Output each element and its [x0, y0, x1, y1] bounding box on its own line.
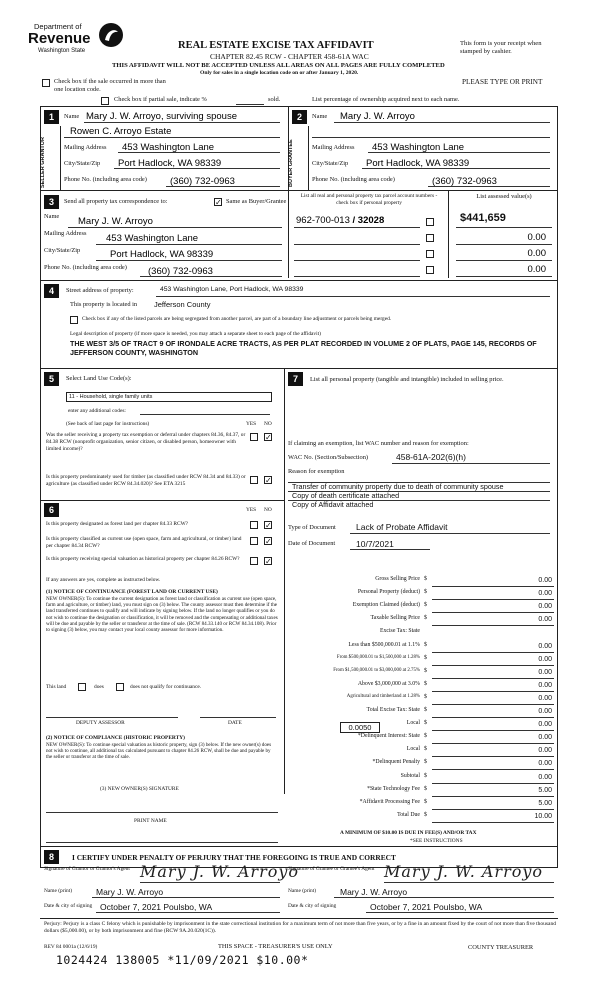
buyer-name-label: Name: [312, 113, 328, 120]
tax-row-value: 10.00: [534, 812, 552, 820]
tax-row-label: Less than $500,000.01 at 1.1%: [348, 641, 420, 648]
tax-row-label: Local: [406, 720, 420, 727]
buyer-phone: (360) 732-0963: [432, 176, 497, 187]
doc-type: Lack of Probate Affidavit: [356, 522, 448, 532]
street-address: 453 Washington Lane, Port Hadlock, WA 98339: [160, 286, 304, 293]
buyer-name: Mary J. W. Arroyo: [340, 111, 415, 122]
minimum-note: A MINIMUM OF $10.00 IS DUE IN FEE(S) AND/OR TAX: [340, 830, 477, 836]
multi-location-label: Check box if the sale occurred in more than one location code.: [54, 78, 166, 93]
certify-text: I CERTIFY UNDER PENALTY OF PERJURY THAT THE FOREGOING IS TRUE AND CORRECT: [72, 853, 396, 862]
seller-name-2: Rowen C. Arroyo Estate: [70, 126, 172, 137]
partial-sale-checkbox[interactable]: [101, 97, 109, 105]
grantee-signature: Mary J. W. Arroyo: [384, 862, 544, 881]
tax-row-dollar: $: [424, 707, 427, 713]
section-2-badge: 2: [292, 110, 307, 124]
seller-city-label: City/State/Zip: [64, 160, 101, 167]
s6-q3: Is this property receiving special valuation as historical property per chapter 84.26 RCW?: [46, 556, 240, 562]
doc-type-label: Type of Document: [288, 524, 336, 531]
assessed-value-3: 0.00: [527, 248, 546, 259]
buyer-city-label: City/State/Zip: [312, 160, 349, 167]
buyer-mailing: 453 Washington Lane: [372, 142, 465, 153]
buyer-mailing-label: Mailing Address: [312, 144, 355, 151]
grantee-date-city: October 7, 2021 Poulsbo, WA: [370, 902, 483, 912]
personal-property-label: List all personal property (tangible and intangible) included in selling price.: [310, 376, 504, 383]
form-notice: THIS AFFIDAVIT WILL NOT BE ACCEPTED UNLESS ALL AREAS ON ALL PAGES ARE FULLY COMPLETED: [112, 62, 445, 69]
s6-q3-yes[interactable]: [250, 557, 258, 565]
s5-q2-no[interactable]: ✓: [265, 476, 272, 485]
value-header: List assessed value(s): [476, 193, 532, 200]
tax-row-value: 5.00: [538, 799, 552, 807]
tax-row-dollar: $: [424, 785, 427, 792]
see-back-label: (See back of last page for instructions): [66, 421, 150, 427]
seller-phone-label: Phone No. (including area code): [64, 176, 147, 183]
section-3-badge: 3: [44, 195, 59, 209]
tax-row-value: 0.00: [538, 721, 552, 729]
tax-row-label: Personal Property (deduct): [357, 589, 420, 596]
same-as-buyer-label: Same as Buyer/Grantee: [226, 198, 287, 205]
tax-row-value: 0.00: [538, 590, 552, 598]
segregated-label: Check box if any of the listed parcels are being segregated from another parcel, are part of a boundary line adjustment or parcels being merged.: [82, 316, 392, 322]
grantee-print-name: Mary J. W. Arroyo: [340, 887, 408, 897]
parcel-3-personal-checkbox[interactable]: [426, 250, 434, 258]
notice1-body: NEW OWNER(S): To continue the current designation as forest land or classification as current use (open space, farm and agriculture, or timber) land, you must sign on (3) below. The county assessor must then determine if the land transferred continues to qualify and will indicate by signing below. If the land no longer qualifies or you do not wish to continue the designation or classification, it will be removed and the compensating or additional taxes will be due and payable by the seller or transferor at the time of sale. (RCW 84.33.140 or RCW 84.34.108). Prior to signing (3) below, you may contact your local county assessor for more information.: [46, 596, 278, 634]
tax-row-line: [432, 599, 554, 600]
does-not-label: does not qualify for continuance.: [130, 684, 202, 690]
tax-row-line: [432, 809, 554, 810]
reason-1: Transfer of community property due to death of community spouse: [292, 482, 504, 491]
tax-row-line: [432, 796, 554, 797]
assessed-value-4: 0.00: [527, 264, 546, 275]
grantor-signature: Mary J. W. Arroyo: [140, 862, 300, 881]
parcel-1-personal-checkbox[interactable]: [426, 218, 434, 226]
tax-row-value: 5.00: [538, 786, 552, 794]
tax-row-value: 0.00: [538, 642, 552, 650]
tax-row-label: Total Due: [397, 811, 420, 818]
s3-phone-label: Phone No. (including area code): [44, 264, 127, 271]
tax-row-label: *Affidavit Processing Fee: [359, 798, 420, 805]
s6-q1-no[interactable]: ✓: [265, 521, 272, 530]
s3-city: Port Hadlock, WA 98339: [110, 249, 214, 260]
s6-q1: Is this property designated as forest land per chapter 84.33 RCW?: [46, 521, 189, 527]
this-land-label: This land: [46, 684, 67, 690]
print-name-label: PRINT NAME: [134, 818, 167, 824]
tax-row-value: 0.00: [538, 760, 552, 768]
s6-yes: YES: [246, 507, 257, 513]
reason-3: Copy of Affidavit attached: [292, 500, 374, 509]
parcel-number: 962-700-013 / 32028: [296, 215, 385, 226]
s3-phone: (360) 732-0963: [148, 266, 213, 277]
land-use-label: Select Land Use Code(s):: [66, 375, 132, 382]
s5-yes: YES: [246, 421, 257, 427]
additional-codes-label: enter any additional codes:: [68, 408, 126, 414]
receipt-note: This form is your receipt when stamped by cashier.: [460, 40, 542, 56]
tax-row-dollar: $: [424, 641, 427, 648]
tax-row-value: 0.00: [538, 603, 552, 611]
seller-city: Port Hadlock, WA 98339: [118, 158, 222, 169]
tax-row-line: [432, 783, 554, 784]
tax-row-line: [432, 756, 554, 757]
s3-mailing-label: Mailing Address: [44, 230, 87, 237]
tax-row-line: [432, 678, 554, 679]
segregated-checkbox[interactable]: [70, 316, 78, 324]
dept-line2: Revenue: [28, 30, 91, 47]
form-notice2: Only for sales in a single location code on or after January 1, 2020.: [200, 70, 359, 76]
tax-row-label: *Delinquent Interest: State: [357, 733, 420, 740]
see-instructions: *SEE INSTRUCTIONS: [410, 838, 463, 844]
tax-row-dollar: $: [424, 693, 427, 700]
tax-row-value: 0.00: [538, 668, 552, 676]
grantor-sig-label: Signature of Grantor or Grantor's Agent: [44, 866, 130, 872]
county: Jefferson County: [154, 300, 211, 309]
tax-row-label: From $1,500,000.01 to $3,000,000 at 2.75%: [333, 667, 420, 673]
s6-q2-yes[interactable]: [250, 537, 258, 545]
tax-row-dollar: $: [424, 733, 427, 740]
tax-row-label: Subtotal: [400, 772, 420, 779]
cashier-stamp: 1024424 138005 *11/09/2021 $10.00*: [56, 953, 309, 967]
tax-row-dollar: $: [424, 602, 427, 609]
tax-row-line: [432, 730, 554, 731]
tax-row-line: [432, 769, 554, 770]
grantor-date-label: Date & city of signing: [44, 903, 93, 909]
tax-row-dollar: $: [424, 667, 427, 674]
legal-description: THE WEST 3/5 OF TRACT 9 OF IRONDALE ACRE TRACTS, AS PER PLAT RECORDED IN VOLUME 2 OF PLATS, PAGE 145, RECORDS OF JEFFERSON COUNTY, WASHINGTON: [70, 339, 537, 357]
tax-row-line: [432, 691, 554, 692]
tax-row-dollar: $: [424, 798, 427, 805]
deputy-assessor-label: DEPUTY ASSESSOR: [76, 720, 125, 726]
s5-q1: Was the seller receiving a property tax exemption or deferral under chapters 84.36, 84.37, or 84.38 RCW (nonprofit organization, senior citizen, or disabled person, homeowner with limited income)?: [46, 432, 246, 452]
tax-row-label: From $500,000.01 to $1,500,000 at 1.28%: [336, 654, 420, 660]
grantee-sig-label: Signature of Grantee or Grantee's Agent: [288, 866, 375, 872]
assessed-value-1: $441,659: [460, 212, 506, 224]
tax-row-value: 0.00: [538, 694, 552, 702]
tax-row-line: [432, 665, 554, 666]
tax-row-label: *State Technology Fee: [367, 785, 420, 792]
buyer-side-label: BUYER GRANTEE: [288, 139, 294, 187]
tax-row-value: 0.00: [538, 616, 552, 624]
doc-date: 10/7/2021: [356, 539, 394, 549]
reason-label: Reason for exemption: [288, 468, 345, 475]
tax-row-line: [432, 652, 554, 653]
dor-logo: [28, 20, 128, 60]
send-to-label: Send all property tax correspondence to:: [64, 198, 168, 205]
tax-row-value: 0.00: [538, 655, 552, 663]
section-4-badge: 4: [44, 284, 59, 298]
if-yes-note: If any answers are yes, complete as instructed below.: [46, 577, 161, 583]
seller-mailing-label: Mailing Address: [64, 144, 107, 151]
parcel-header: List all real and personal property tax parcel account numbers - check box if personal property: [300, 193, 438, 206]
tax-row-label: Exemption Claimed (deduct): [352, 602, 420, 609]
does-not-checkbox[interactable]: [116, 683, 124, 691]
parcel-4-personal-checkbox[interactable]: [426, 266, 434, 274]
tax-row-dollar: $: [424, 746, 427, 753]
tax-row-dollar: $: [424, 615, 427, 622]
buyer-phone-label: Phone No. (including area code): [312, 176, 395, 183]
tax-row-value: 0.00: [538, 681, 552, 689]
county-treasurer: COUNTY TREASURER: [468, 944, 534, 951]
tax-row-line: [432, 625, 554, 626]
tax-row-value: 0.00: [538, 734, 552, 742]
section-7-badge: 7: [288, 372, 303, 386]
tax-row-dollar: $: [424, 576, 427, 582]
grantor-date-city: October 7, 2021 Poulsbo, WA: [100, 902, 213, 912]
s6-q3-no[interactable]: ✓: [265, 557, 272, 566]
s5-no: NO: [264, 421, 272, 427]
tax-row-dollar: $: [424, 811, 427, 818]
s5-q2: Is this property predominately used for timber (as classified under RCW 84.34 and 84.33) or agriculture (as classified under RCW 84.34.020)? See ETA 3215: [46, 474, 246, 487]
wac-number: 458-61A-202(6)(h): [396, 452, 466, 462]
s6-q2: Is this property classified as current use (open space, farm and agricultural, or timber) land per chapter 84.34 RCW?: [46, 536, 242, 549]
seller-name-label: Name: [64, 113, 80, 120]
s3-name: Mary J. W. Arroyo: [78, 216, 153, 227]
assessed-value-2: 0.00: [527, 232, 546, 243]
tax-row-dollar: $: [424, 680, 427, 687]
section-6-badge: 6: [44, 503, 59, 517]
multi-location-checkbox[interactable]: [42, 79, 50, 87]
grantor-print-label: Name (print): [44, 888, 72, 894]
reason-2: Copy of death certificate attached: [292, 491, 400, 500]
tax-row-label: Taxable Selling Price: [370, 615, 420, 622]
does-label: does: [94, 684, 104, 690]
local-rate-box: 0.0050: [340, 722, 380, 733]
tax-table: [286, 576, 556, 826]
s5-q1-yes[interactable]: [250, 433, 258, 441]
tax-row-label: Local: [406, 746, 420, 753]
buyer-city: Port Hadlock, WA 98339: [366, 158, 470, 169]
s6-q1-yes[interactable]: [250, 521, 258, 529]
notice2-title: (2) NOTICE OF COMPLIANCE (HISTORIC PROPERTY): [46, 735, 185, 741]
section-5-badge: 5: [44, 372, 59, 386]
deputy-date-label: DATE: [228, 720, 242, 726]
seller-phone: (360) 732-0963: [170, 176, 235, 187]
seller-mailing: 453 Washington Lane: [122, 142, 215, 153]
type-or-print: PLEASE TYPE OR PRINT: [462, 78, 543, 86]
seller-name: Mary J. W. Arroyo, surviving spouse: [86, 111, 237, 122]
parcel-2-personal-checkbox[interactable]: [426, 234, 434, 242]
treasurer-only: THIS SPACE - TREASURER'S USE ONLY: [218, 943, 333, 950]
tax-row-line: [432, 704, 554, 705]
located-in-label: This property is located in: [70, 301, 138, 308]
tax-row-dollar: $: [424, 654, 427, 661]
dept-line1: Department of: [34, 22, 82, 31]
tax-row-line: [432, 586, 554, 587]
does-checkbox[interactable]: [78, 683, 86, 691]
tax-row-value: 0.00: [538, 708, 552, 715]
s6-no: NO: [264, 507, 272, 513]
grantee-date-label: Date & city of signing: [288, 903, 337, 909]
tax-row-label: Above $3,000,000 at 3.0%: [357, 680, 420, 687]
notice1-title: (1) NOTICE OF CONTINUANCE (FOREST LAND OR CURRENT USE): [46, 589, 218, 595]
s3-name-label: Name: [44, 213, 60, 220]
s3-city-label: City/State/Zip: [44, 247, 81, 254]
tax-row-dollar: $: [424, 720, 427, 727]
tax-row-dollar: $: [424, 772, 427, 779]
tax-row-line: [432, 743, 554, 744]
partial-sale-label: Check box if partial sale, indicate %: [114, 96, 207, 103]
tax-row-line: [432, 612, 554, 613]
tax-row-value: 0.00: [538, 773, 552, 781]
form-title: REAL ESTATE EXCISE TAX AFFIDAVIT: [178, 40, 374, 51]
tax-row-line: [432, 822, 554, 823]
sold-label: sold.: [268, 96, 281, 103]
tax-row-value: 0.00: [538, 577, 552, 584]
tax-row-label: *Delinquent Penalty: [372, 759, 420, 766]
section-1-badge: 1: [44, 110, 59, 124]
tax-row-label: Excise Tax: State: [379, 628, 420, 635]
tax-row-dollar: $: [424, 759, 427, 766]
perjury-notice: Perjury: Perjury is a class C felony which is punishable by imprisonment in the state correctional institution for a maximum term of not more than five years, or by a fine in an amount fixed by the court of not more than five thousand dollars ($5,000.00), or by both imprisonment and fine (RCW 9A.20.020(1C)).: [44, 921, 556, 934]
section-8-badge: 8: [44, 850, 59, 864]
notice2-body: NEW OWNER(S): To continue special valuation as historic property, sign (3) below. If the new owner(s) does not wish to continue, all additional tax calculated pursuant to chapter 84.26 RCW, shall be due and payable by the seller or transferor at the time of sale.: [46, 742, 272, 761]
street-label: Street address of property:: [66, 287, 134, 294]
grantee-print-label: Name (print): [288, 888, 316, 894]
tax-row-label: Gross Selling Price: [375, 576, 420, 582]
tax-row-line: [432, 717, 554, 718]
tax-row-value: 0.00: [538, 747, 552, 755]
grantor-print-name: Mary J. W. Arroyo: [96, 887, 164, 897]
tax-row-dollar: $: [424, 589, 427, 596]
s6-q2-no[interactable]: ✓: [265, 537, 272, 546]
s3-mailing: 453 Washington Lane: [106, 233, 199, 244]
same-as-buyer-checkbox[interactable]: ✓: [215, 198, 222, 207]
wac-label: WAC No. (Section/Subsection): [288, 454, 369, 461]
dor-emblem-icon: [98, 22, 124, 48]
s5-q1-no[interactable]: ✓: [265, 433, 272, 442]
tax-row-label: Agricultural and timberland at 1.28%: [346, 693, 420, 699]
legal-label: Legal description of property (if more space is needed, you may attach a separate sheet to each page of the affidavit): [70, 331, 321, 337]
rev-number: REV 84 0001a (12/6/19): [44, 944, 98, 950]
form-subtitle: CHAPTER 82.45 RCW - CHAPTER 458-61A WAC: [210, 52, 369, 61]
land-use-code[interactable]: 11 - Household, single family units: [66, 392, 272, 402]
s5-q2-yes[interactable]: [250, 476, 258, 484]
exemption-label: If claiming an exemption, list WAC number and reason for exemption:: [288, 440, 469, 447]
seller-side-label: SELLER GRANTOR: [40, 137, 46, 189]
dept-line3: Washington State: [38, 48, 86, 54]
ownership-note: List percentage of ownership acquired next to each name.: [312, 96, 460, 103]
new-owner-signature-label: (3) NEW OWNER(S) SIGNATURE: [100, 786, 179, 792]
tax-row-label: Total Excise Tax: State: [366, 707, 420, 713]
doc-date-label: Date of Document: [288, 540, 336, 547]
